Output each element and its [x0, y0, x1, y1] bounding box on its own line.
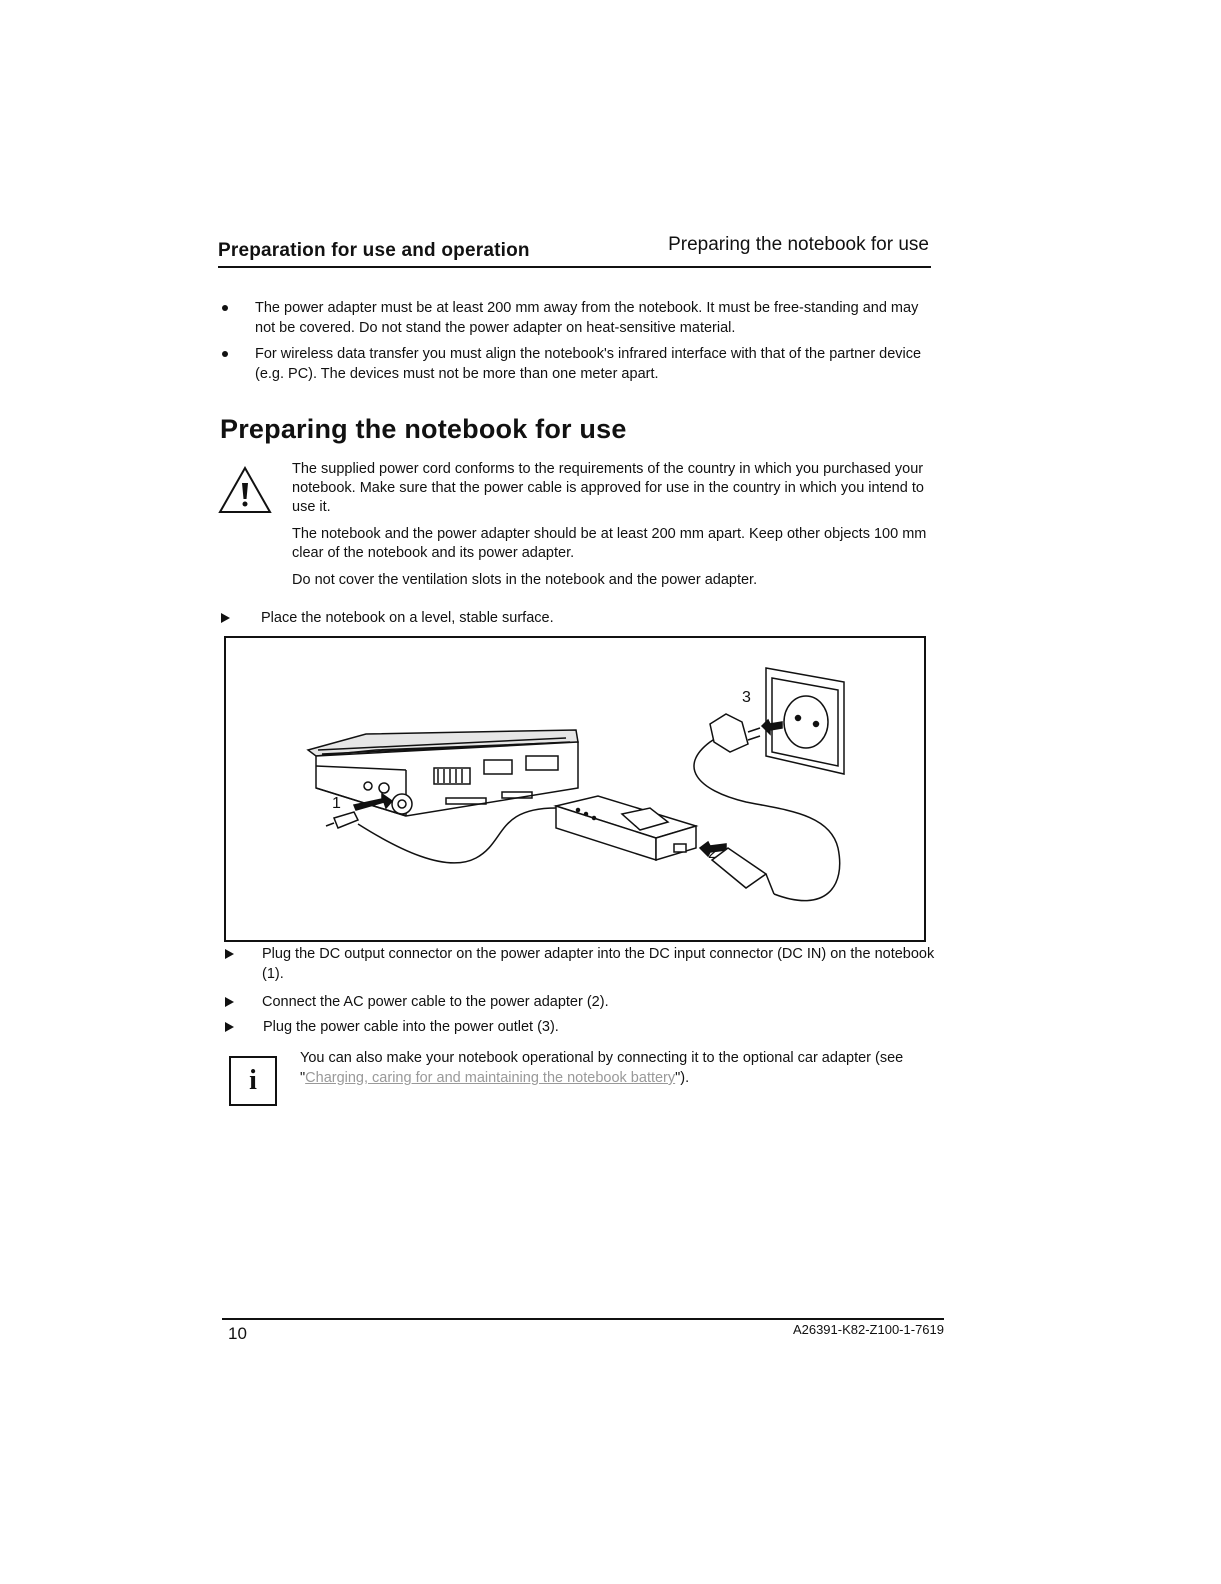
bullet-list [218, 298, 930, 390]
step-arrow-icon [225, 997, 234, 1007]
bullet-dot-icon [222, 351, 228, 357]
battery-chapter-link[interactable]: Charging, caring for and maintaining the notebook battery [305, 1070, 676, 1086]
step-text: Plug the DC output connector on the power adapter into the DC input connector (DC IN) on the notebook (1). [262, 946, 935, 982]
step-text: Plug the power cable into the power outlet (3). [263, 1019, 559, 1035]
warning-block [292, 460, 932, 598]
wall-socket-drawing [766, 668, 844, 774]
setup-illustration [224, 636, 926, 942]
callout-3: 3 [742, 689, 751, 706]
section-title: Preparing the notebook for use [220, 414, 627, 444]
info-text-after: "). [675, 1070, 690, 1086]
dc-cable [358, 808, 556, 863]
document-code: A26391-K82-Z100-1-7619 [792, 1322, 944, 1337]
notebook-drawing [308, 730, 578, 816]
info-note [300, 1048, 940, 1088]
callout-2: 2 [708, 845, 717, 862]
step-text: Connect the AC power cable to the power adapter (2). [262, 994, 609, 1010]
footer-rule [222, 1318, 944, 1320]
warning-triangle-icon [218, 466, 272, 514]
step-arrow-icon [221, 613, 230, 623]
warning-paragraph: The notebook and the power adapter should be at least 200 mm apart. Keep other objects 100 mm clear of the notebook and its power adapter. [292, 526, 927, 561]
info-text-before: You can also make your notebook operational by connecting it to the optional car adapter (see " [300, 1050, 904, 1086]
bullet-text: The power adapter must be at least 200 mm away from the notebook. It must be free-standing and may not be covered. Do not stand the power adapter on heat-sensitive material. [255, 300, 919, 336]
power-adapter-drawing [556, 796, 696, 860]
info-icon: i [229, 1056, 277, 1106]
callout-1: 1 [332, 795, 341, 812]
step-text: Place the notebook on a level, stable surface. [261, 610, 554, 626]
page-number: 10 [228, 1324, 247, 1343]
bullet-item [218, 344, 930, 384]
bullet-text: For wireless data transfer you must align the notebook's infrared interface with that of the partner device (e.g. PC). The devices must not be more than one meter apart. [255, 346, 922, 382]
page-header [218, 232, 931, 268]
bullet-item [218, 298, 930, 338]
step-arrow-icon [225, 1022, 234, 1032]
header-topic-title: Preparing the notebook for use [668, 234, 929, 255]
bullet-dot-icon [222, 305, 228, 311]
warning-paragraph: Do not cover the ventilation slots in the notebook and the power adapter. [292, 572, 758, 588]
header-section-title: Preparation for use and operation [218, 240, 530, 261]
warning-paragraph: The supplied power cord conforms to the requirements of the country in which you purchased your notebook. Make sure that the power cable is approved for use in the country in which you intend to use it. [292, 461, 924, 515]
step-arrow-icon [225, 949, 234, 959]
